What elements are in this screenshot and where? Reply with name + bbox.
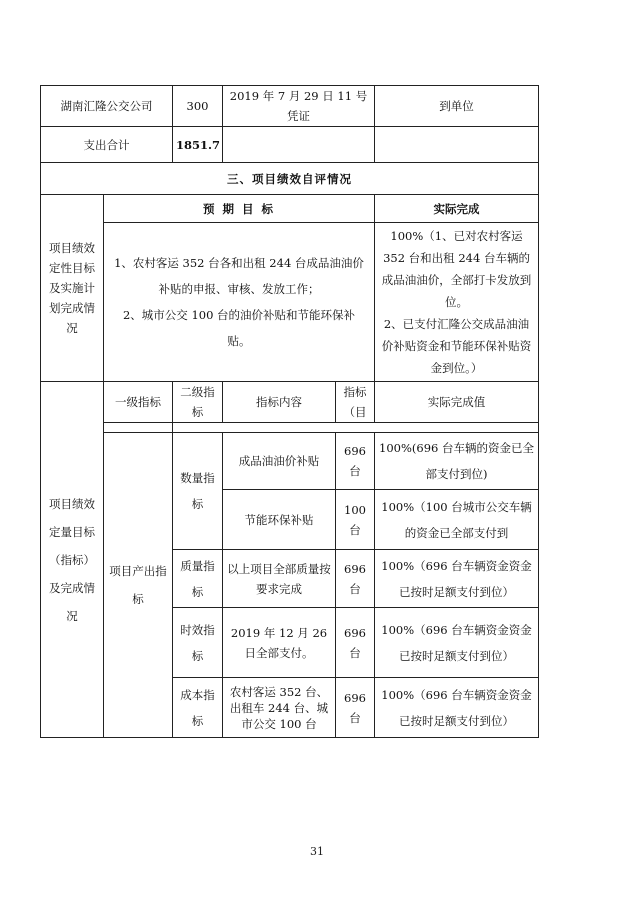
- row-target: 696 台: [336, 550, 375, 608]
- header-content: 指标内容: [223, 382, 336, 423]
- row-target: 696 台: [336, 678, 375, 738]
- table-row: [41, 433, 539, 490]
- row-content: 2019 年 12 月 26 日全部支付。: [223, 608, 336, 678]
- performance-table: [40, 85, 539, 738]
- row-actual: 100%（696 台车辆资金资金已按时足额支付到位）: [375, 608, 539, 678]
- spacer-right: [173, 423, 539, 433]
- row-content: 成品油油价补贴: [223, 433, 336, 490]
- total-label: 支出合计: [41, 127, 173, 163]
- header-level2: 二级指标: [173, 382, 223, 423]
- row-target: 100 台: [336, 490, 375, 550]
- row-actual: 100%（696 台车辆资金资金已按时足额支付到位）: [375, 678, 539, 738]
- row-target: 696 台: [336, 608, 375, 678]
- fund-amount: 300: [173, 86, 223, 127]
- row-target: 696 台: [336, 433, 375, 490]
- section-title-row: [41, 163, 539, 195]
- total-amount: 1851.7: [173, 127, 223, 163]
- qual-content-row: [41, 223, 539, 382]
- row-actual: 100%（696 台车辆资金资金已按时足额支付到位）: [375, 550, 539, 608]
- qual-label: 项目绩效定性目标及实施计划完成情况: [41, 195, 104, 382]
- row-actual: 100%(696 台车辆的资金已全部支付到位): [375, 433, 539, 490]
- fund-unit: 湖南汇隆公交公司: [41, 86, 173, 127]
- row-level2-quantity: 数量指标: [173, 433, 223, 550]
- section-title: 三、项目绩效自评情况: [41, 163, 539, 195]
- row-content: 节能环保补贴: [223, 490, 336, 550]
- expected-header: 预 期 目 标: [104, 195, 375, 223]
- quant-spacer-row: [41, 423, 539, 433]
- quant-header-row: [41, 382, 539, 423]
- total-empty-1: [223, 127, 375, 163]
- fund-note: 到单位: [375, 86, 539, 127]
- header-level1: 一级指标: [104, 382, 173, 423]
- fund-row: [41, 86, 539, 127]
- qual-header-row: [41, 195, 539, 223]
- row-level2: 成本指标: [173, 678, 223, 738]
- total-empty-2: [375, 127, 539, 163]
- page-number: 31: [310, 845, 324, 858]
- level1-spacer: [104, 423, 173, 433]
- actual-header: 实际完成: [375, 195, 539, 223]
- fund-voucher: 2019 年 7 月 29 日 11 号凭证: [223, 86, 375, 127]
- row-content: 农村客运 352 台、出租车 244 台、城市公交 100 台: [223, 678, 336, 738]
- header-actual: 实际完成值: [375, 382, 539, 423]
- level1-value: 项目产出指标: [104, 433, 173, 738]
- expected-text: 1、农村客运 352 台各和出租 244 台成品油油价补贴的申报、审核、发放工作； 2、城市公交 100 台的油价补贴和节能环保补贴。: [104, 223, 375, 382]
- total-row: [41, 127, 539, 163]
- row-content: 以上项目全部质量按要求完成: [223, 550, 336, 608]
- actual-text: 100%（1、已对农村客运 352 台和出租 244 台车辆的成品油油价，全部打卡发放到位。 2、已支付汇隆公交成品油油价补贴资金和节能环保补贴资金到位。）: [375, 223, 539, 382]
- quant-label: 项目绩效定量目标（指标）及完成情况: [41, 382, 104, 738]
- header-target: 指标（目: [336, 382, 375, 423]
- row-level2: 质量指标: [173, 550, 223, 608]
- row-actual: 100%（100 台城市公交车辆的资金已全部支付到: [375, 490, 539, 550]
- row-level2: 时效指标: [173, 608, 223, 678]
